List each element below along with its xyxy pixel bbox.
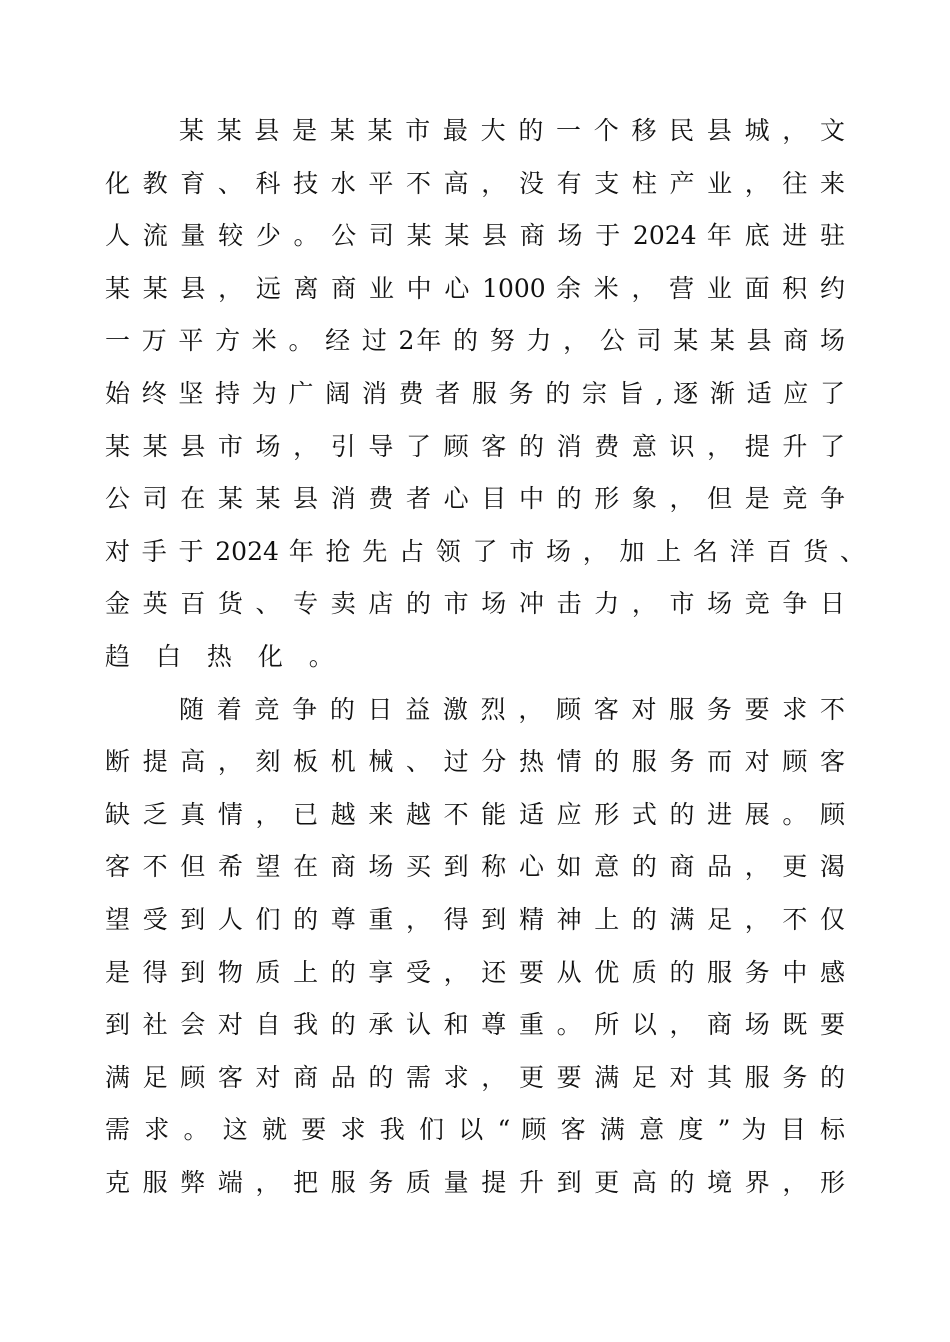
paragraph-1-line-3: 人 流 量 较 少 。 公 司 某 某 县 商 场 于 2024 年 底 进 驻 <box>105 221 845 251</box>
paragraph-2-line-7: 到 社 会 对 自 我 的 承 认 和 尊 重 。 所 以 ， 商 场 既 要 <box>105 1010 845 1040</box>
paragraph-1-line-1: 某 某 县 是 某 某 市 最 大 的 一 个 移 民 县 城 ， 文 <box>179 116 845 145</box>
paragraph-2-line-8: 满 足 顾 客 对 商 品 的 需 求 ， 更 要 满 足 对 其 服 务 的 <box>105 1062 845 1092</box>
paragraph-1-line-5: 一 万 平 方 米 。 经 过 2年 的 努 力 ， 公 司 某 某 县 商 场 <box>105 326 845 356</box>
paragraph-1-line-9: 对 手 于 2024 年 抢 先 占 领 了 市 场 ， 加 上 名 洋 百 货 、 <box>105 536 865 566</box>
paragraph-2-line-1: 随 着 竞 争 的 日 益 激 烈 ， 顾 客 对 服 务 要 求 不 <box>179 694 845 724</box>
document-body <box>105 105 865 1209</box>
paragraph-1-line-11: 趋 白 热 化 。 <box>105 641 343 671</box>
paragraph-1-line-2: 化 教 育 、 科 技 水 平 不 高 ， 没 有 支 柱 产 业 ， 往 来 <box>105 168 845 198</box>
paragraph-2-line-10: 克 服 弊 端 ， 把 服 务 质 量 提 升 到 更 高 的 境 界 ， 形 <box>105 1167 845 1197</box>
paragraph-2-line-6: 是 得 到 物 质 上 的 享 受 ， 还 要 从 优 质 的 服 务 中 感 <box>105 957 845 987</box>
paragraph-1-line-7: 某 某 县 市 场 ， 引 导 了 顾 客 的 消 费 意 识 ， 提 升 了 <box>105 431 845 461</box>
paragraph-2-line-3: 缺 乏 真 情 ， 已 越 来 越 不 能 适 应 形 式 的 进 展 。 顾 <box>105 799 845 829</box>
paragraph-2-line-2: 断 提 高 ， 刻 板 机 械 、 过 分 热 情 的 服 务 而 对 顾 客 <box>105 747 845 777</box>
paragraph-1-line-6: 始 终 坚 持 为 广 阔 消 费 者 服 务 的 宗 旨 , 逐 渐 适 应 了 <box>105 378 845 408</box>
paragraph-2-line-4: 客 不 但 希 望 在 商 场 买 到 称 心 如 意 的 商 品 ， 更 渴 <box>105 852 845 882</box>
paragraph-2-line-5: 望 受 到 人 们 的 尊 重 ， 得 到 精 神 上 的 满 足 ， 不 仅 <box>105 904 845 934</box>
paragraph-2-line-9: 需 求 。 这 就 要 求 我 们 以 “ 顾 客 满 意 度 ” 为 目 标 <box>105 1115 845 1145</box>
paragraph-1-line-4: 某 某 县 ， 远 离 商 业 中 心 1000 余 米 ， 营 业 面 积 约 <box>105 273 845 303</box>
paragraph-1-line-10: 金 英 百 货 、 专 卖 店 的 市 场 冲 击 力 ， 市 场 竞 争 日 <box>105 589 845 619</box>
paragraph-1-line-8: 公 司 在 某 某 县 消 费 者 心 目 中 的 形 象 ， 但 是 竞 争 <box>105 484 845 514</box>
